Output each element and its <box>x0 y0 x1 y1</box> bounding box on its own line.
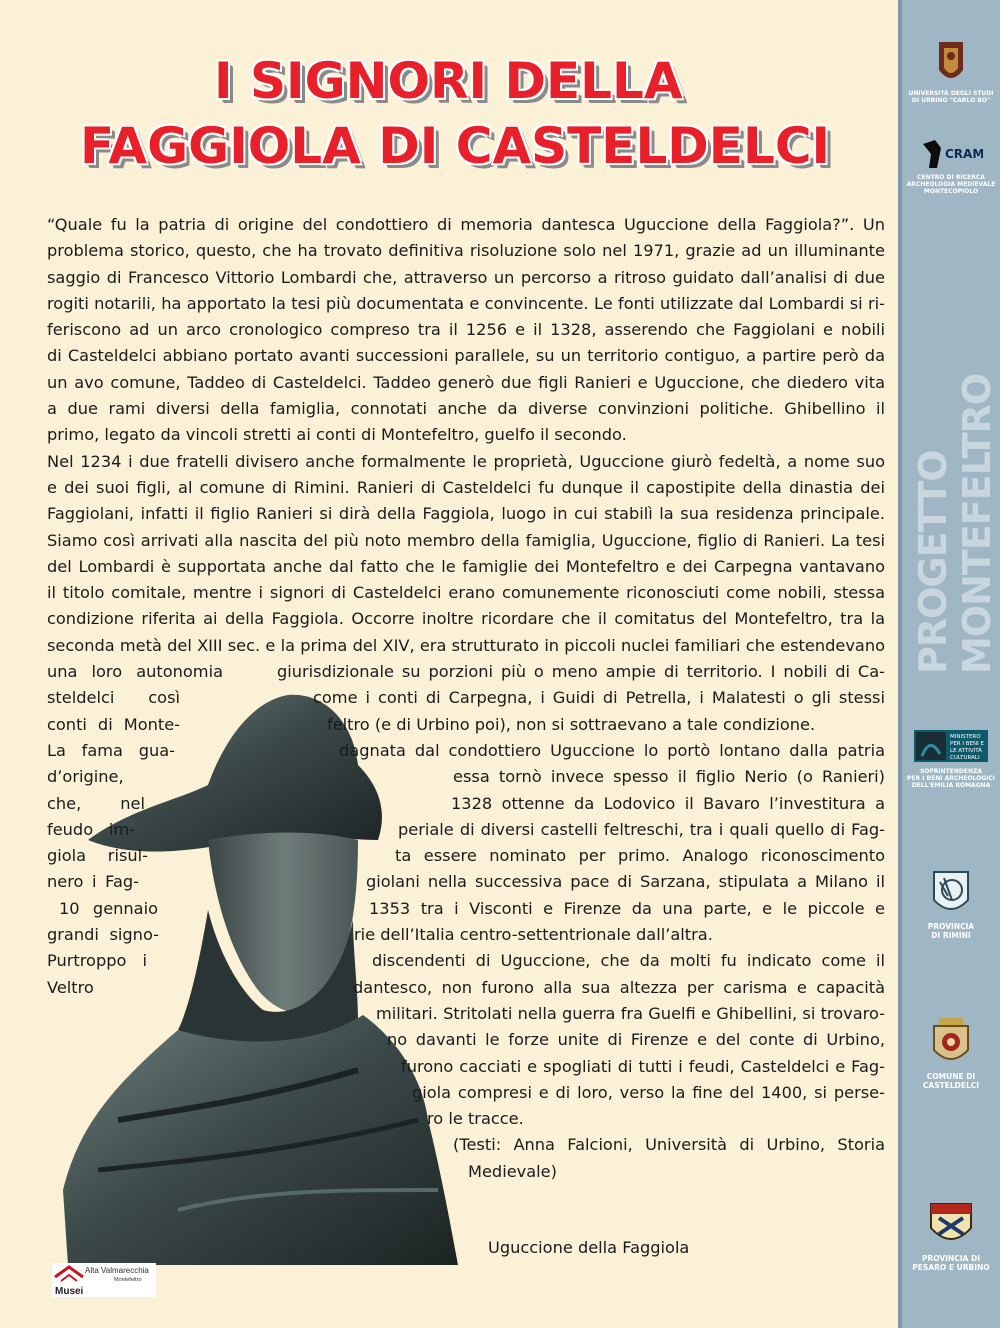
split-line-left: che, nel <box>47 793 145 813</box>
split-line <box>47 869 885 895</box>
tail-line-text: militari. Stritolati nella guerra fra Guelfi e Ghibellini, si trovaro- <box>376 1003 885 1023</box>
rimini-logo <box>902 870 1000 940</box>
rimini-crest-icon <box>932 870 970 918</box>
university-caption-1: UNIVERSITÀ DEGLI STUDI <box>908 90 994 97</box>
ministry-mark-line-4: CULTURALI <box>950 755 980 761</box>
split-line-right: essa tornò invece spesso il figlio Nerio (o Ranieri) <box>453 767 885 787</box>
ministry-mark-line-1: MINISTERO <box>950 734 981 740</box>
ministry-mark-icon <box>912 728 990 764</box>
text-line: condizione riferita ai della Faggiola. Occorre inoltre ricordare che il comitatus del Montefeltro, tra la <box>47 609 885 629</box>
split-line-left: una loro autonomia <box>47 662 223 682</box>
split-line <box>47 975 885 1001</box>
pesaro-caption-1: PROVINCIA DI <box>921 1254 981 1263</box>
split-line-right: ta essere nominato per primo. Analogo riconoscimento <box>395 846 885 866</box>
text-line: di Casteldelci abbiano portato avanti successioni parallele, su un territorio contiguo, a partire però da <box>47 346 885 366</box>
split-line <box>47 896 885 922</box>
split-line <box>47 948 885 974</box>
split-line <box>47 738 885 764</box>
text-line: primo, legato da vincoli stretti ai conti di Montefeltro, guelfo il secondo. <box>47 425 627 445</box>
ministry-caption-2: PER I BENI ARCHEOLOGICI <box>907 775 995 782</box>
split-line <box>47 791 885 817</box>
split-line <box>47 712 885 738</box>
museum-mark-icon <box>52 1263 156 1297</box>
casteldelci-crest-icon <box>931 1016 971 1068</box>
split-line-left: giola risul- <box>47 846 148 866</box>
tail-line <box>47 1054 885 1080</box>
split-line-right: periale di diversi castelli feltreschi, tra i quali quello di Fag- <box>398 819 885 839</box>
text-line: rogiti notarili, ha apportato la tesi più documentata e convincente. Le fonti utilizzate dal Lombardi si ri- <box>47 293 885 313</box>
split-line <box>47 922 885 948</box>
split-line-left: Veltro <box>47 977 94 997</box>
rimini-caption-2: DI RIMINI <box>931 931 971 940</box>
title-line-2: FAGGIOLA DI CASTELDELCI <box>80 117 831 175</box>
text-line: Nel 1234 i due fratelli divisero anche formalmente le proprietà, Uguccione giurò fedeltà, a nome suo <box>47 451 885 471</box>
text-line: feriscono ad un arco cronologico compreso tra il 1256 e il 1328, asserendo che Faggiolani e nobili <box>47 320 885 340</box>
text-line: saggio di Francesco Vittorio Lombardi che, attraverso un percorso a ritroso guidato dall’analisi di due <box>47 267 885 287</box>
university-caption-2: DI URBINO "CARLO BO" <box>911 97 991 104</box>
split-line-right: rie dell’Italia centro-settentrionale dall’altra. <box>354 925 713 945</box>
credit-line-1: (Testi: Anna Falcioni, Università di Urbino, Storia <box>453 1135 885 1155</box>
split-line-left: d’origine, <box>47 767 124 787</box>
museum-word: Musei <box>55 1286 84 1297</box>
tail-line <box>47 1027 885 1053</box>
cram-caption-3: MONTECOPIOLO <box>923 188 979 195</box>
cram-logo <box>902 138 1000 195</box>
project-label <box>902 236 1000 676</box>
cram-caption-1: CENTRO DI RICERCA <box>917 174 985 181</box>
rimini-caption-1: PROVINCIA <box>927 922 975 931</box>
text-line: seconda metà del XIII sec. e la prima del XIV, era strutturato in piccoli nuclei familiari che estendevano <box>47 635 885 655</box>
split-line-left: La fama gua- <box>47 740 175 760</box>
tail-line-text: no davanti le forze unite di Firenze e del conte di Urbino, <box>387 1030 885 1050</box>
university-seal-icon <box>937 40 965 86</box>
cram-caption-2: ARCHEOLOGIA MEDIEVALE <box>906 181 996 188</box>
split-line-right: giolani nella successiva pace di Sarzana, stipulata a Milano il <box>366 872 885 892</box>
text-line: Siamo così arrivati alla nascita del più noto membro della famiglia, Uguccione, figlio di Ranieri. La tesi <box>47 530 885 550</box>
pesaro-caption-2: PESARO E URBINO <box>912 1263 990 1272</box>
credit-line <box>47 1159 885 1185</box>
tail-line-text: ro le tracce. <box>427 1109 524 1129</box>
split-line-left: grandi signo- <box>47 925 159 945</box>
split-line-left: nero i Fag- <box>47 872 139 892</box>
text-line: Faggiolani, infatti il figlio Ranieri si dirà della Faggiola, luogo in cui stabilì la sua residenza principale. <box>47 504 885 524</box>
split-line-right: feltro (e di Urbino poi), non si sottraevano a tale condizione. <box>327 714 816 734</box>
ministry-mark-line-2: PER I BENI E <box>950 741 984 747</box>
split-line-right: dagnata dal condottiero Uguccione lo portò lontano dalla patria <box>339 740 885 760</box>
university-logo <box>902 40 1000 104</box>
casteldelci-caption-1: COMUNE DI <box>926 1072 976 1081</box>
split-line-left: Purtroppo i <box>47 951 147 971</box>
text-line: del Lombardi è supportata anche dal fatto che le famiglie dei Montefeltro e dei Carpegna vantavano <box>47 556 885 576</box>
text-line: a due rami diversi della famiglia, connotati anche da diverse convinzioni politiche. Ghibellino il <box>47 399 885 419</box>
tail-line <box>47 1106 885 1132</box>
ministry-logo <box>902 728 1000 789</box>
text-line: e dei suoi figli, al comune di Rimini. Ranieri di Casteldelci fu dunque il capostipite della dinastia dei <box>47 477 885 497</box>
split-line-right: 1328 ottenne da Lodovico il Bavaro l’investitura a <box>451 793 885 813</box>
split-line <box>47 764 885 790</box>
split-line-right: come i conti di Carpegna, i Guidi di Petrella, i Malatesti o gli stessi <box>313 688 885 708</box>
text-line: un avo comune, Taddeo di Casteldelci. Taddeo generò due figli Ranieri e Uguccione, che diedero vita <box>47 372 885 392</box>
text-line: “Quale fu la patria di origine del condottiero di memoria dantesca Uguccione della Faggiola?”. Un <box>47 215 885 234</box>
split-line-left: steldelci così <box>47 688 180 708</box>
ministry-caption-1: SOPRINTENDENZA <box>919 768 982 775</box>
ministry-mark-line-3: LE ATTIVITÀ <box>950 748 982 754</box>
split-line <box>47 685 885 711</box>
credit-line-2: Medievale) <box>468 1161 557 1181</box>
split-line <box>47 817 885 843</box>
project-word-1: PROGETTO <box>911 450 955 674</box>
project-word-2: MONTEFELTRO <box>955 373 999 674</box>
split-line-right: giurisdizionale su porzioni più o meno ampie di territorio. I nobili di Ca- <box>277 662 885 682</box>
split-line-right: dantesco, non furono alla sua altezza per carisma e capacità <box>353 977 885 997</box>
image-caption: Uguccione della Faggiola <box>488 1238 690 1257</box>
title-line-1: I SIGNORI DELLA <box>214 52 683 110</box>
museum-line-2: Montefeltro <box>114 1277 142 1283</box>
body-text <box>47 212 885 1185</box>
split-line-right: discendenti di Uguccione, che da molti fu indicato come il <box>372 951 885 971</box>
tail-line <box>47 1001 885 1027</box>
split-line-left: conti di Monte- <box>47 714 180 734</box>
split-line-left: feudo im- <box>47 819 135 839</box>
tail-line-text: giola compresi e di loro, verso la fine del 1400, si perse- <box>412 1082 885 1102</box>
pesaro-crest-icon <box>929 1200 973 1250</box>
split-line-right: 1353 tra i Visconti e Firenze da una parte, e le piccole e <box>369 898 885 918</box>
musei-logo <box>52 1263 156 1297</box>
casteldelci-caption-2: CASTELDELCI <box>922 1081 980 1090</box>
credit-line <box>47 1132 885 1158</box>
pesaro-logo <box>902 1200 1000 1272</box>
split-line <box>47 843 885 869</box>
cram-mark: CRAM <box>945 147 983 161</box>
cram-eagle-icon <box>919 138 983 170</box>
tail-line-text: furono cacciati e spogliati di tutti i feudi, Casteldelci e Fag- <box>401 1056 885 1076</box>
casteldelci-logo <box>902 1016 1000 1090</box>
split-line <box>47 659 885 685</box>
ministry-caption-3: DELL'EMILIA ROMAGNA <box>911 782 991 789</box>
tail-line <box>47 1080 885 1106</box>
museum-line-1: Alta Valmarecchia <box>85 1266 149 1275</box>
text-line: problema storico, questo, che ha trovato definitiva risoluzione solo nel 1971, grazie ad un illuminante <box>47 241 885 261</box>
text-line: il titolo comitale, mentre i signori di Casteldelci erano comunemente riconosciuti come nobili, stessa <box>47 583 885 603</box>
split-line-left: 10 gennaio <box>59 898 158 918</box>
